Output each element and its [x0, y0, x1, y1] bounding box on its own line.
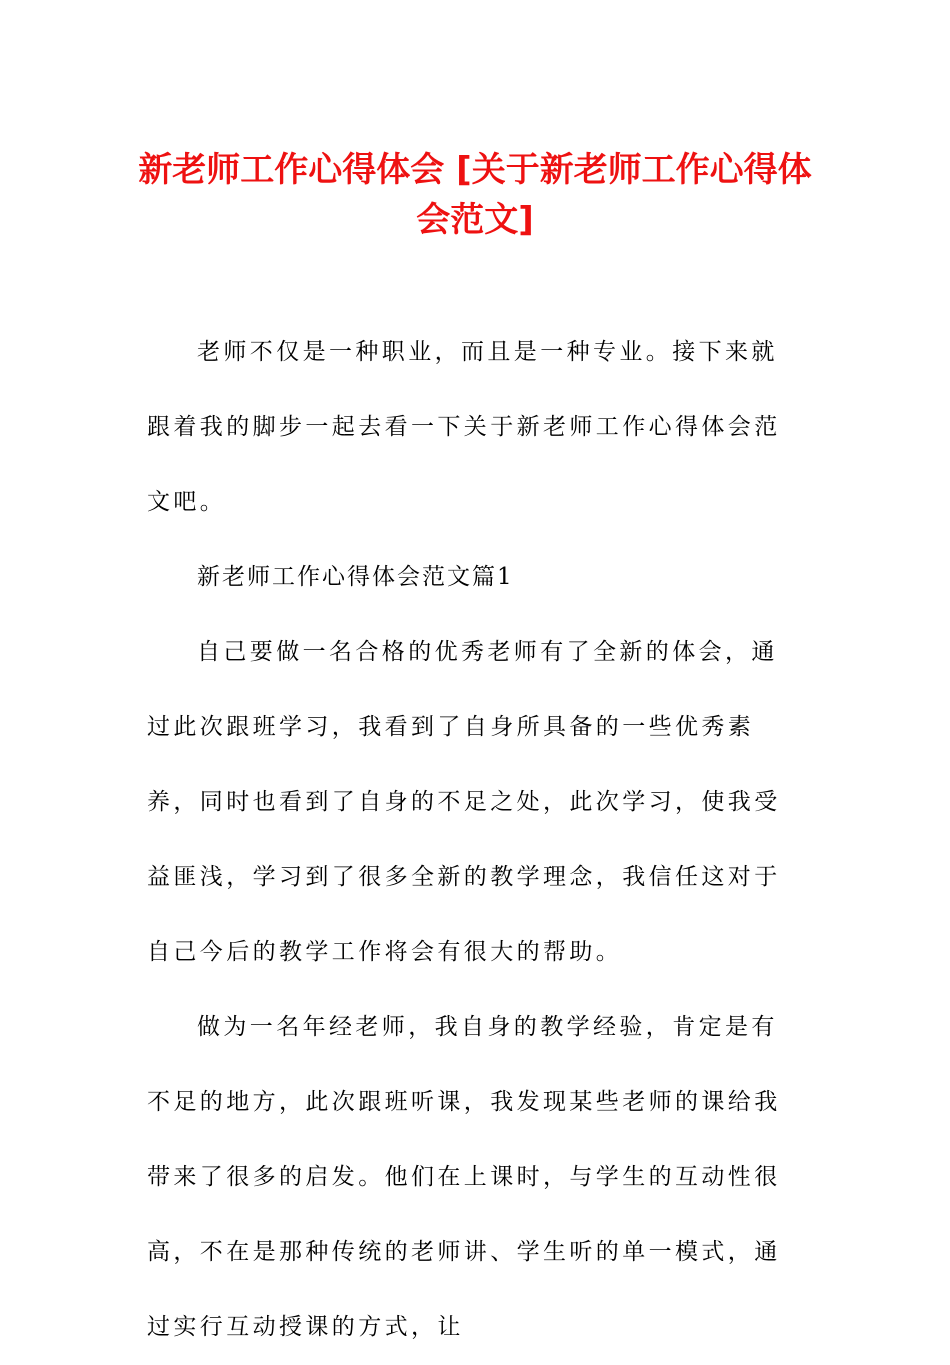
body-paragraph-1: 自己要做一名合格的优秀老师有了全新的体会，通过此次跟班学习，我看到了自身所具备的一些优秀素养，同时也看到了自身的不足之处，此次学习，使我受益匪浅，学习到了很多全新的教学理念，我信任这对于自己今后的教学工作将会有很大的帮助。: [147, 639, 781, 965]
document-title: 新老师工作心得体会 [关于新老师工作心得体会范文]: [138, 150, 812, 240]
section-heading: 新老师工作心得体会范文篇1: [197, 564, 514, 590]
body-paragraph-2: 做为一名年经老师，我自身的教学经验，肯定是有不足的地方，此次跟班听课，我发现某些老师的课给我带来了很多的启发。他们在上课时，与学生的互动性很高，不在是那种传统的老师讲、学生听的单一模式，通过实行互动授课的方式，让: [147, 1014, 781, 1340]
intro-paragraph: 老师不仅是一种职业，而且是一种专业。接下来就跟着我的脚步一起去看一下关于新老师工作心得体会范文吧。: [147, 339, 781, 515]
document-body: [147, 315, 802, 1365]
